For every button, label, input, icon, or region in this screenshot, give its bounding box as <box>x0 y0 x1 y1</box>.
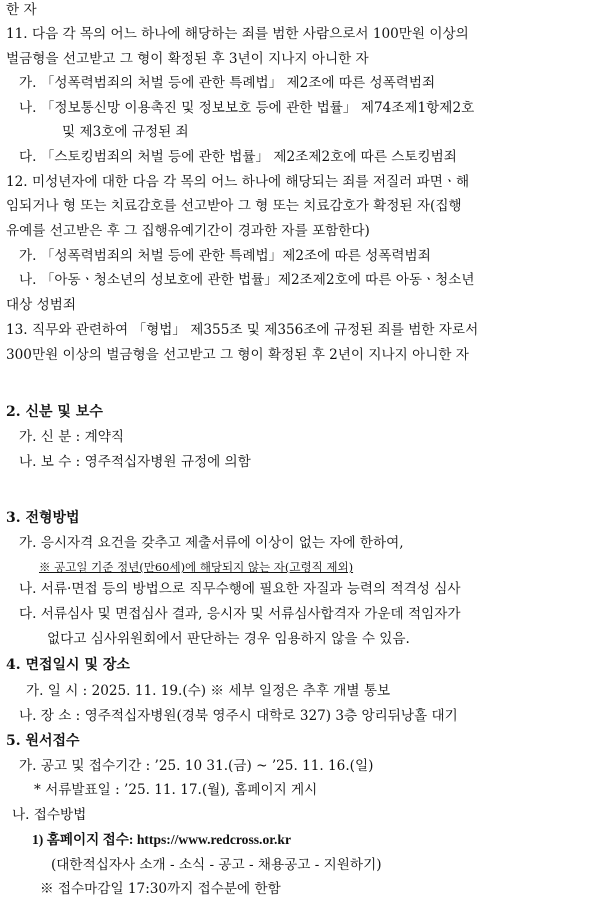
method-da: 다. 서류심사 및 면접심사 결과, 응시자 및 서류심사합격자 가운데 적임자가 <box>19 606 461 622</box>
item-11-na-cont: 및 제3호에 규정된 죄 <box>62 124 189 140</box>
item-12-na-cont: 대상 성범죄 <box>6 297 76 313</box>
section-3-heading: 3. 전형방법 <box>6 510 80 526</box>
item-12-line-3: 유예를 선고받은 후 그 집행유예기간이 경과한 자를 포함한다) <box>6 223 370 239</box>
item-13-line-2: 300만원 이상의 벌금형을 선고받고 그 형이 확정된 후 2년이 지나지 아니한 자 <box>6 347 469 363</box>
item-12-ga: 가. 「성폭력범죄의 처벌 등에 관한 특례법」제2조에 따른 성폭력범죄 <box>19 248 431 264</box>
result-announcement: * 서류발표일 : ’25. 11. 17.(월), 홈페이지 게시 <box>34 782 318 798</box>
section-2-heading: 2. 신분 및 보수 <box>6 404 103 420</box>
item-11-ga: 가. 「성폭력범죄의 처벌 등에 관한 특례법」 제2조에 따른 성폭력범죄 <box>19 75 436 91</box>
method-note: ※ 공고일 기준 정년(만60세)에 해당되지 않는 자(고령직 제외) <box>39 560 354 574</box>
item-11-line-1: 11. 다음 각 목의 어느 하나에 해당하는 죄를 범한 사람으로서 100만원 이상의 <box>6 26 469 42</box>
homepage-path: (대한적십자사 소개 - 소식 - 공고 - 채용공고 - 지원하기) <box>51 857 382 873</box>
interview-place: 나. 장 소 : 영주적십자병원(경북 영주시 대학로 327) 3층 앙리뒤낭홀 대기 <box>19 708 458 724</box>
application-period: 가. 공고 및 접수기간 : ’25. 10 31.(금) ~ ’25. 11. 16.(일) <box>19 758 374 774</box>
item-12-na: 나. 「아동ㆍ청소년의 성보호에 관한 법률」제2조제2호에 따른 아동ㆍ청소년 <box>19 272 475 288</box>
text-line: 한 자 <box>6 2 37 18</box>
application-method: 나. 접수방법 <box>12 807 87 823</box>
deadline-note: ※ 접수마감일 17:30까지 접수분에 한함 <box>40 881 281 897</box>
homepage-link[interactable]: 1) 홈페이지 접수: https://www.redcross.or.kr <box>32 832 292 847</box>
item-12-line-1: 12. 미성년자에 대한 다음 각 목의 어느 하나에 해당되는 죄를 저질러 파면ㆍ해 <box>6 174 470 190</box>
interview-date: 가. 일 시 : 2025. 11. 19.(수) ※ 세부 일정은 추후 개별 통보 <box>26 683 391 699</box>
method-ga: 가. 응시자격 요건을 갖추고 제출서류에 이상이 없는 자에 한하여, <box>19 535 404 551</box>
item-11-line-2: 벌금형을 선고받고 그 형이 확정된 후 3년이 지나지 아니한 자 <box>6 51 369 67</box>
item-11-na: 나. 「정보통신망 이용촉진 및 정보보호 등에 관한 법률」 제74조제1항제2호 <box>19 100 475 116</box>
section-5-heading: 5. 원서접수 <box>6 733 80 749</box>
item-13-line-1: 13. 직무와 관련하여 「형법」 제355조 및 제356조에 규정된 죄를 범한 자로서 <box>6 322 479 338</box>
section-4-heading: 4. 면접일시 및 장소 <box>6 657 130 673</box>
method-na: 나. 서류·면접 등의 방법으로 직무수행에 필요한 자질과 능력의 적격성 심사 <box>19 581 461 597</box>
item-12-line-2: 임되거나 형 또는 치료감호를 선고받아 그 형 또는 치료감호가 확정된 자(집행 <box>6 198 462 214</box>
status-line: 가. 신 분 : 계약직 <box>19 429 124 445</box>
method-da-cont: 없다고 심사위원회에서 판단하는 경우 임용하지 않을 수 있음. <box>47 631 410 647</box>
item-11-da: 다. 「스토킹범죄의 처벌 등에 관한 법률」 제2조제2호에 따른 스토킹범죄 <box>19 149 457 165</box>
pay-line: 나. 보 수 : 영주적십자병원 규정에 의함 <box>19 454 251 470</box>
